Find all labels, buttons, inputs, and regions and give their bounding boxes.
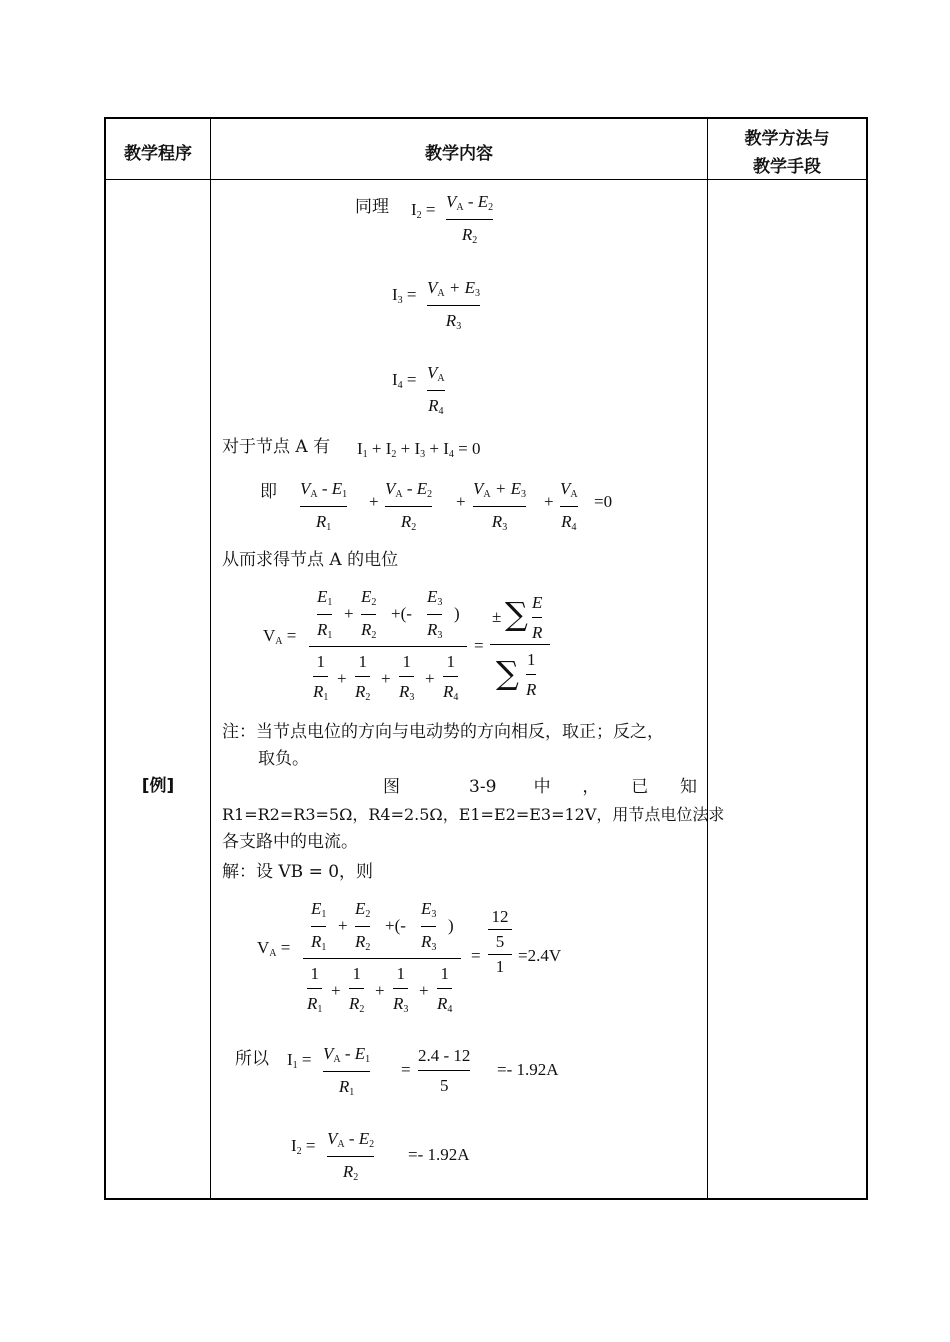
derive-text: 从而求得节点 A 的电位 (222, 550, 399, 570)
i2-result: =- 1.92A (408, 1145, 470, 1164)
column-divider (210, 119, 211, 1198)
i1-label: $I_1$ = (287, 1050, 312, 1071)
i1-number-fraction: 2.4 - 12 5 (418, 1046, 471, 1095)
i2-fraction-2: $V_A - E_2$ $R_2$ (327, 1129, 375, 1183)
header-procedure: 教学程序 (124, 144, 192, 164)
i1-fraction: $V_A - E_1$ $R_1$ (323, 1044, 371, 1098)
header-method-line1: 教学方法与 (744, 129, 830, 149)
va-numeric-fraction: $E_1$ $R_1$ + $E_2$ $R_2$ +(- $E_3$ $R_3$ ) 1 $R_1$ + 1 $R_2$ + 1 $R_3$ + 1 $R_4$ (303, 900, 461, 1021)
note-line1: 注：当节点电位的方向与电动势的方向相反，取正；反之， (222, 722, 664, 742)
solve-text: 解：设 VB = 0，则 (222, 862, 374, 882)
sum-term-2: $V_A - E_2$ $R_2$ (385, 479, 433, 533)
ji-text: 即 (260, 482, 277, 502)
tongli-text: 同理 (355, 197, 389, 217)
column-divider (707, 119, 708, 1198)
i4-label: $I_4$ = (392, 370, 417, 391)
sum-term-4: $V_A$ $R_4$ (560, 479, 578, 533)
node-text: 对于节点 A 有 (222, 437, 331, 457)
sigma-fraction: ± ∑ E R ∑ 1 R (490, 592, 550, 699)
va-general-fraction: $E_1$ $R_1$ + $E_2$ $R_2$ +(- $E_3$ $R_3$ ) 1 $R_1$ + 1 $R_2$ + 1 $R_3$ + 1 $R_4$ (309, 588, 467, 709)
header-content: 教学内容 (425, 144, 493, 164)
note-line2: 取负。 (258, 749, 309, 769)
node-equation: $I_1 + I_2 + I_3 + I_4 = 0$ (357, 439, 481, 460)
example-line2: R1=R2=R3=5Ω，R4=2.5Ω，E1=E2=E3=12V，用节点电位法求 (222, 805, 725, 824)
va-value-fraction: 12 5 1 (488, 908, 512, 976)
i1-result: =- 1.92A (497, 1060, 559, 1079)
example-label: [例] (141, 776, 175, 796)
va-result: =2.4V (518, 946, 562, 965)
example-line3: 各支路中的电流。 (222, 832, 358, 852)
example-line1: 图 3-9 中，已知 (383, 777, 697, 797)
i2-label-2: $I_2$ = (291, 1136, 316, 1157)
i2-fraction: $V_A - E_2$ $R_2$ (446, 192, 494, 246)
header-method-line2: 教学手段 (753, 157, 821, 177)
i3-fraction: $V_A + E_3$ $R_3$ (427, 278, 480, 332)
i4-fraction: $V_A$ $R_4$ (427, 363, 445, 417)
suoyi-text: 所以 (235, 1049, 269, 1069)
i2-label: $I_2$ = (411, 200, 436, 221)
va-label-2: $V_A$ = (257, 938, 291, 959)
va-label: $V_A$ = (263, 626, 297, 647)
lesson-table (104, 117, 868, 1200)
header-divider (106, 179, 866, 180)
i3-label: $I_3$ = (392, 285, 417, 306)
sum-term-1: $V_A - E_1$ $R_1$ (300, 479, 348, 533)
sum-term-3: $V_A + E_3$ $R_3$ (473, 479, 526, 533)
